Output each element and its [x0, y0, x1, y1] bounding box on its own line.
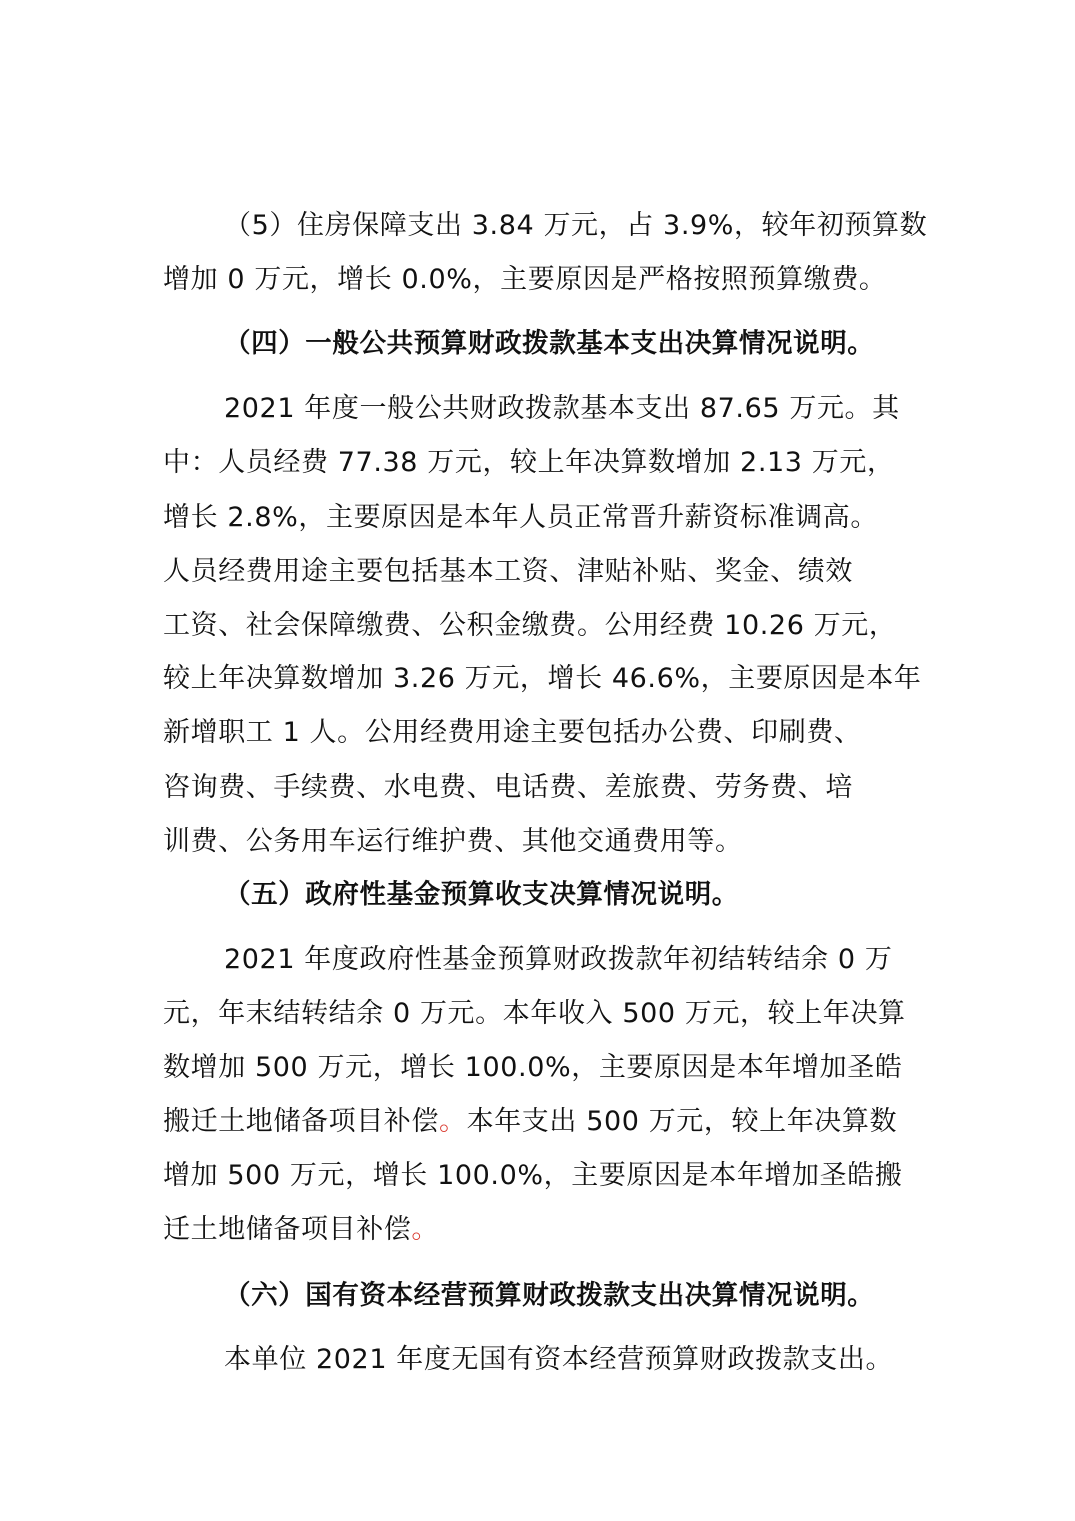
red-period: 。: [411, 1214, 440, 1245]
text-line: 元，年末结转结余 0 万元。本年收入 500 万元，较上年决算: [163, 998, 906, 1029]
text-line: [163, 1102, 923, 1142]
section-heading-5: （五）政府性基金预算收支决算情况说明。: [224, 879, 739, 910]
text-line: 训费、公务用车运行维护费、其他交通费用等。: [163, 826, 743, 857]
red-period: 。: [439, 1106, 467, 1137]
text-line: 中：人员经费 77.38 万元，较上年决算数增加 2.13 万元，: [163, 447, 895, 478]
text-line: 本单位 2021 年度无国有资本经营预算财政拨款支出。: [224, 1344, 894, 1375]
text-line: （5）住房保障支出 3.84 万元，占 3.9%，较年初预算数: [224, 210, 928, 241]
text-line: 人员经费用途主要包括基本工资、津贴补贴、奖金、绩效: [163, 556, 853, 587]
text-line: 增长 2.8%，主要原因是本年人员正常晋升薪资标准调高。: [163, 502, 878, 533]
text-line: 咨询费、手续费、水电费、电话费、差旅费、劳务费、培: [163, 772, 853, 803]
section-heading-4: （四）一般公共预算财政拨款基本支出决算情况说明。: [224, 328, 875, 359]
text-segment: 迁土地储备项目补偿: [163, 1214, 412, 1245]
text-line: 增加 500 万元，增长 100.0%，主要原因是本年增加圣皓搬: [163, 1160, 903, 1191]
text-line: 2021 年度政府性基金预算财政拨款年初结转结余 0 万: [224, 944, 893, 975]
text-line: 2021 年度一般公共财政拨款基本支出 87.65 万元。其: [224, 393, 900, 424]
text-line: 增加 0 万元，增长 0.0%，主要原因是严格按照预算缴费。: [163, 264, 887, 295]
text-line: 较上年决算数增加 3.26 万元，增长 46.6%，主要原因是本年: [163, 663, 922, 694]
text-line: 数增加 500 万元，增长 100.0%，主要原因是本年增加圣皓: [163, 1052, 903, 1083]
text-line: 工资、社会保障缴费、公积金缴费。公用经费 10.26 万元，: [163, 610, 897, 641]
text-line: 新增职工 1 人。公用经费用途主要包括办公费、印刷费、: [163, 717, 862, 748]
text-line: [163, 1210, 923, 1250]
text-segment: 搬迁土地储备项目补偿: [163, 1106, 439, 1137]
section-heading-6: （六）国有资本经营预算财政拨款支出决算情况说明。: [224, 1280, 875, 1311]
text-segment: 本年支出 500 万元，较上年决算数: [466, 1106, 898, 1137]
